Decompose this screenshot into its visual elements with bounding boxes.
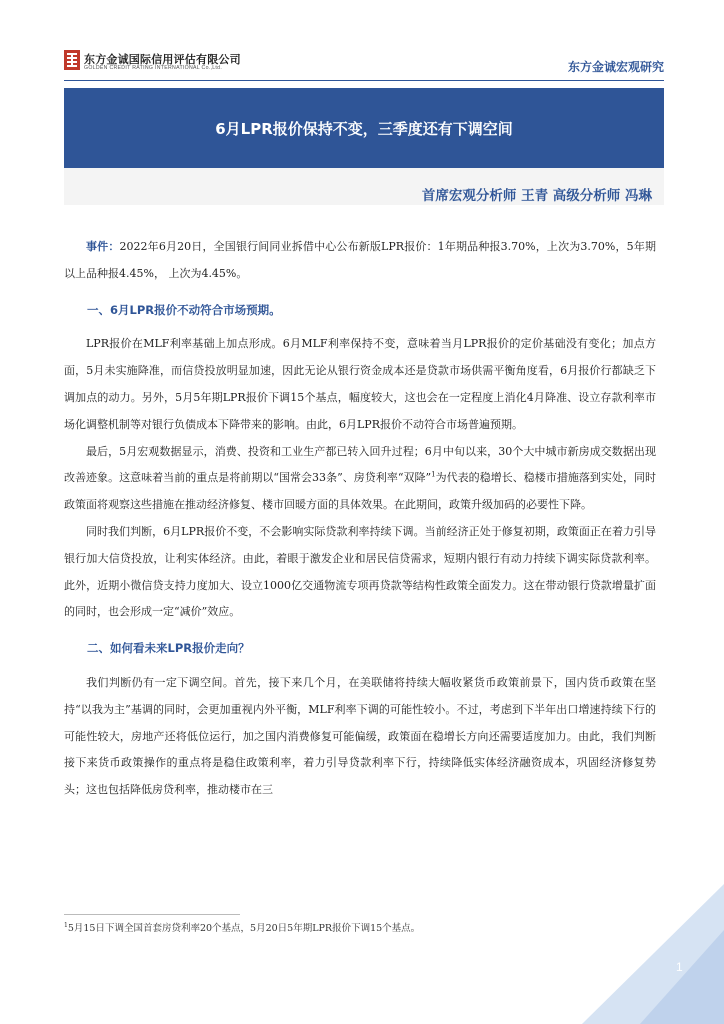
- section-2-heading: 二、如何看未来LPR报价走向？: [87, 641, 250, 656]
- footnote-reference[interactable]: 1: [431, 470, 436, 479]
- report-title: 6月LPR报价保持不变，三季度还有下调空间: [215, 119, 513, 138]
- section-1-paragraph-3: 同时我们判断，6月LPR报价不变，不会影响实际贷款利率持续下调。当前经济正处于修复初期，政策面正在着力引导银行加大信贷投放，让利实体经济。由此，着眼于激发企业和居民信贷需求，短期内银行有动力持续下调实际贷款利率。此外，近期小微信贷支持力度加大、设立1000亿交通物流专项再贷款等结构性政策全面发力。这在带动银行贷款增量扩面的同时，也会形成一定“减价”效应。: [64, 524, 656, 619]
- event-label: 事件：: [86, 240, 120, 253]
- event-text: 2022年6月20日，全国银行间同业拆借中心公布新版LPR报价：1年期品种报3.70%，上次为3.70%，5年期以上品种报4.45%， 上次为4.45%。: [64, 240, 657, 280]
- paragraph-text: 为代表的稳增长、稳楼市措施落到实处，同时政策面将观察这些措施在推动经济修复、楼市回暖方面的具体效果。在此期间，政策升级加码的必要性下降。: [64, 471, 656, 512]
- paragraph-text: 最后，5月宏观数据显示，消费、投资和工业生产都已转入回升过程；6月中旬以来，30个大中城市新房成交数据出现改善迹象。这意味着当前的重点是将前期以“国常会33条”、房贷利率“双降”: [64, 444, 656, 485]
- footnote-text: 5月15日下调全国首套房贷利率20个基点，5月20日5年期LPR报价下调15个基点。: [67, 923, 421, 934]
- brand-title: 东方金诚宏观研究: [567, 60, 664, 74]
- company-name-cn: 东方金诚国际信用评估有限公司: [84, 53, 241, 66]
- section-1-heading: 一、6月LPR报价不动符合市场预期。: [87, 302, 281, 317]
- footnote-mark: 1: [64, 921, 68, 929]
- company-name-en: GOLDEN CREDIT RATING INTERNATIONAL Co.,Ltd.: [84, 65, 223, 71]
- section-1-paragraph-1: LPR报价在MLF利率基础上加点形成。6月MLF利率保持不变，意味着当月LPR报价的定价基础没有变化；加点方面，5月未实施降准，而信贷投放明显加速，因此无论从银行资金成本还是贷款市场供需平衡角度看，6月报价行都缺乏下调加点的动力。另外，5月5年期LPR报价下调15个基点，幅度较大，这也会在一定程度上消化4月降准、设立存款利率市场化调整机制等对银行负债成本下降带来的影响。由此，6月LPR报价不动符合市场普遍预期。: [64, 337, 656, 431]
- page-number: 1: [676, 960, 683, 974]
- section-2-paragraph-1: 我们判断仍有一定下调空间。首先，接下来几个月，在美联储将持续大幅收紧货币政策前景下，国内货币政策在坚持“以我为主”基调的同时，会更加重视内外平衡，MLF利率下调的可能性较小。不过，考虑到下半年出口增速持续下行的可能性较大，房地产还将低位运行，加之国内消费修复可能偏缓，政策面在稳增长方向还需要适度加力。由此，我们判断接下来货币政策操作的重点将是稳住政策利率，着力引导贷款利率下行，持续降低实体经济融资成本，巩固经济修复势头；这也包括降低房贷利率，推动楼市在三: [64, 675, 656, 797]
- report-authors: 首席宏观分析师 王青 高级分析师 冯琳: [421, 188, 652, 204]
